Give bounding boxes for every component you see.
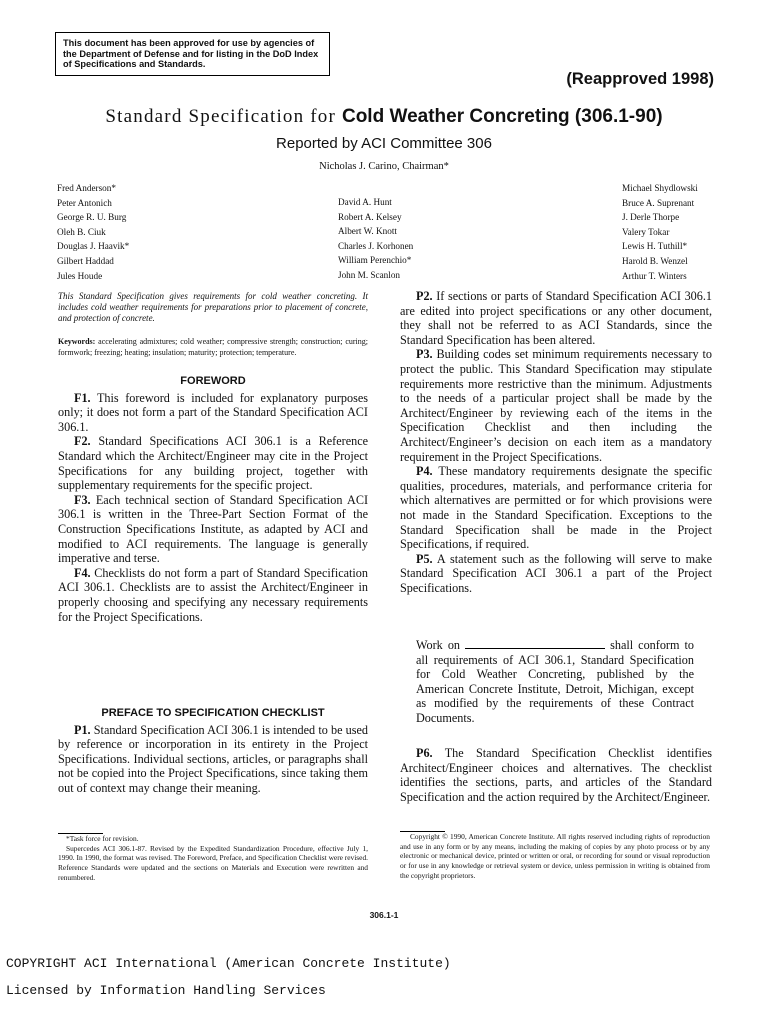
member-name: Albert W. Knott	[338, 226, 397, 237]
keywords	[58, 336, 368, 358]
keywords-label: Keywords:	[58, 337, 96, 346]
paragraph-text: These mandatory requirements designate the specific qualities, procedures, materials, and performance criteria for which alternatives are permitted or for which provisions were not made in the Standard Specification. Exceptions to the Standard Specification shall be made in the Project Specifications, if required.	[400, 464, 712, 552]
preface-section	[58, 706, 368, 796]
member-name: Fred Anderson*	[57, 183, 116, 193]
title-main: Cold Weather Concreting (306.1-90)	[341, 106, 663, 127]
document-title	[0, 106, 768, 128]
member-name: John M. Scanlon	[338, 269, 401, 280]
member-name: Charles J. Korhonen	[338, 240, 414, 251]
paragraph-label: F1.	[74, 390, 91, 405]
member-name: Valery Tokar	[622, 226, 670, 237]
dod-notice-text: This document has been approved for use by agencies of the Department of Defense and for listing in the DoD Index of Specifications and Standards.	[63, 38, 319, 70]
paragraph-label: P6.	[416, 746, 433, 760]
foreword-paragraph	[58, 566, 368, 624]
paragraph-text: Standard Specification ACI 306.1 is intended to be used by reference or incorporation in its entirety in the Project Specifications. Individual sections, articles, or paragraphs shall not be copied into the Project Specifications, since taking them out of context may change their meaning.	[58, 722, 369, 795]
paragraph-text: Checklists do not form a part of Standard Specification ACI 306.1. Checklists are to assist the Architect/Engineer in properly choosing and specifying any necessary requirements for the Project Specifications.	[58, 565, 368, 624]
chairman: Nicholas J. Carino, Chairman*	[319, 161, 449, 172]
member-name: Jules Houde	[57, 270, 103, 281]
statement-start: Work on	[416, 638, 461, 652]
page-number: 306.1-1	[369, 910, 399, 920]
member-name: George R. U. Burg	[57, 212, 127, 223]
member-name: David A. Hunt	[338, 197, 392, 207]
footnote-left	[58, 833, 368, 883]
preface-paragraph	[400, 746, 712, 804]
paragraph-label: F3.	[74, 492, 91, 507]
preface-paragraph	[400, 552, 712, 596]
preface-heading: PREFACE TO SPECIFICATION CHECKLIST	[101, 707, 325, 719]
member-name: Robert A. Kelsey	[338, 211, 402, 222]
committee-members-middle	[338, 195, 413, 283]
right-column	[400, 289, 712, 595]
keywords-text: accelerating admixtures; cold weather; compressive strength; construction; curing; formwork; freezing; heating; insulation; maturity; protection; temperature.	[58, 337, 369, 357]
title-prefix: Standard Specification for	[105, 106, 342, 127]
paragraph-label: P2.	[416, 289, 433, 303]
paragraph-label: P1.	[74, 722, 91, 737]
paragraph-text: A statement such as the following will serve to make Standard Specification ACI 306.1 a part of the Project Specifications.	[400, 551, 713, 595]
member-name: Michael Shydlowski	[622, 183, 698, 193]
paragraph-text: Each technical section of Standard Specification ACI 306.1 is written in the Three-Part Section Format of the Construction Specifications Institute, as adapted by ACI and modified to ACI requirements. The language is generally imperative and terse.	[58, 492, 369, 566]
paragraph-label: F4.	[74, 565, 91, 580]
member-name: Harold B. Wenzel	[622, 255, 688, 266]
member-name: Oleh B. Ciuk	[57, 226, 106, 237]
footnote-supercedes: Supercedes ACI 306.1-87. Revised by the Expedited Standardization Procedure, effective July 1, 1990. In 1990, the format was revised. The Foreword, Preface, and Specification Checklist were revised. Reference Standards were updated and the sections on Materials and Execution were rewritten and renumbered.	[58, 843, 368, 882]
paragraph-label: F2.	[74, 434, 91, 449]
foreword-paragraph	[58, 391, 368, 435]
foreword-heading: FOREWORD	[180, 375, 246, 387]
member-name: Bruce A. Suprenant	[622, 197, 695, 208]
sample-statement	[416, 638, 694, 726]
statement-end: shall conform to all requirements of ACI 306.1, Standard Specification for Cold Weather Concreting, published by the American Concrete Institute, Detroit, Michigan, except as modified by the requirements of these Contract Documents.	[416, 638, 694, 725]
dod-approval-notice	[55, 32, 330, 76]
paragraph-text: If sections or parts of Standard Specification ACI 306.1 are edited into project specifications or any other document, they shall not be referred to as ACI Standards, since the Standard Specification has been altered.	[400, 289, 712, 347]
blank-line	[465, 638, 605, 649]
member-name: Peter Antonich	[57, 197, 112, 208]
paragraph-label: P3.	[416, 347, 433, 362]
reported-by: Reported by ACI Committee 306	[276, 135, 492, 152]
footnote-right	[400, 831, 710, 881]
member-name: Lewis H. Tuthill*	[622, 241, 688, 252]
preface-paragraph	[400, 289, 712, 347]
paragraph-text: The Standard Specification Checklist identifies Architect/Engineer choices and alternatives. The checklist identifies the sections, parts, and articles of the Standard Specification and the action required by the Architect/Engineer.	[400, 746, 713, 804]
preface-paragraph	[400, 347, 712, 464]
member-name: Arthur T. Winters	[622, 270, 687, 281]
committee-members-left	[57, 181, 129, 283]
paragraph-text: This foreword is included for explanatory purposes only; it does not form a part of the Standard Specification ACI 306.1.	[58, 390, 369, 434]
p6-section	[400, 746, 712, 804]
foreword-paragraph	[58, 493, 368, 566]
left-column	[58, 291, 368, 624]
member-name: William Perenchio*	[338, 255, 412, 266]
preface-paragraph	[400, 464, 712, 552]
preface-paragraph	[58, 723, 368, 796]
abstract: This Standard Specification gives requirements for cold weather concreting. It includes cold weather requirements for preparations prior to placement of concrete, and protection of concrete.	[58, 291, 368, 323]
copyright-notice: Copyright © 1990, American Concrete Institute. All rights reserved including rights of reproduction and use in any form or by any means, including the making of copies by any photo process or by any electronic or mechanical device, printed or written or oral, or recording for sound or visual reproduction or for use in any knowledge or retrieval system or device, unless permission in writing is obtained from the copyright proprietors.	[400, 832, 710, 880]
member-name: Gilbert Haddad	[57, 255, 114, 266]
paragraph-label: P5.	[416, 551, 433, 566]
member-name: Douglas J. Haavik*	[57, 241, 130, 252]
footnote-task-force: *Task force for revision.	[66, 834, 139, 843]
foreword-paragraph	[58, 434, 368, 492]
copyright-watermark: COPYRIGHT ACI International (American Concrete Institute)	[6, 956, 451, 971]
paragraph-label: P4.	[416, 464, 433, 479]
committee-members-right	[622, 181, 698, 283]
reapproved-label: (Reapproved 1998)	[566, 70, 714, 88]
license-watermark: Licensed by Information Handling Services	[6, 983, 326, 998]
paragraph-text: Building codes set minimum requirements necessary to protect the public. This Standard Specification may stipulate requirements more restrictive than the minimum. Adjustments to the needs of a particular project shall be made by the Architect/Engineer by reviewing each of the items in the Specification Checklist and then including the Architect/Engineer’s decision on each item as a mandatory requirement in the Project Specifications.	[400, 347, 713, 464]
paragraph-text: Standard Specifications ACI 306.1 is a Reference Standard which the Architect/Engineer may cite in the Project Specifications for any building project, together with supplementary requirements for the specific project.	[58, 434, 369, 493]
member-name: J. Derle Thorpe	[622, 212, 680, 223]
